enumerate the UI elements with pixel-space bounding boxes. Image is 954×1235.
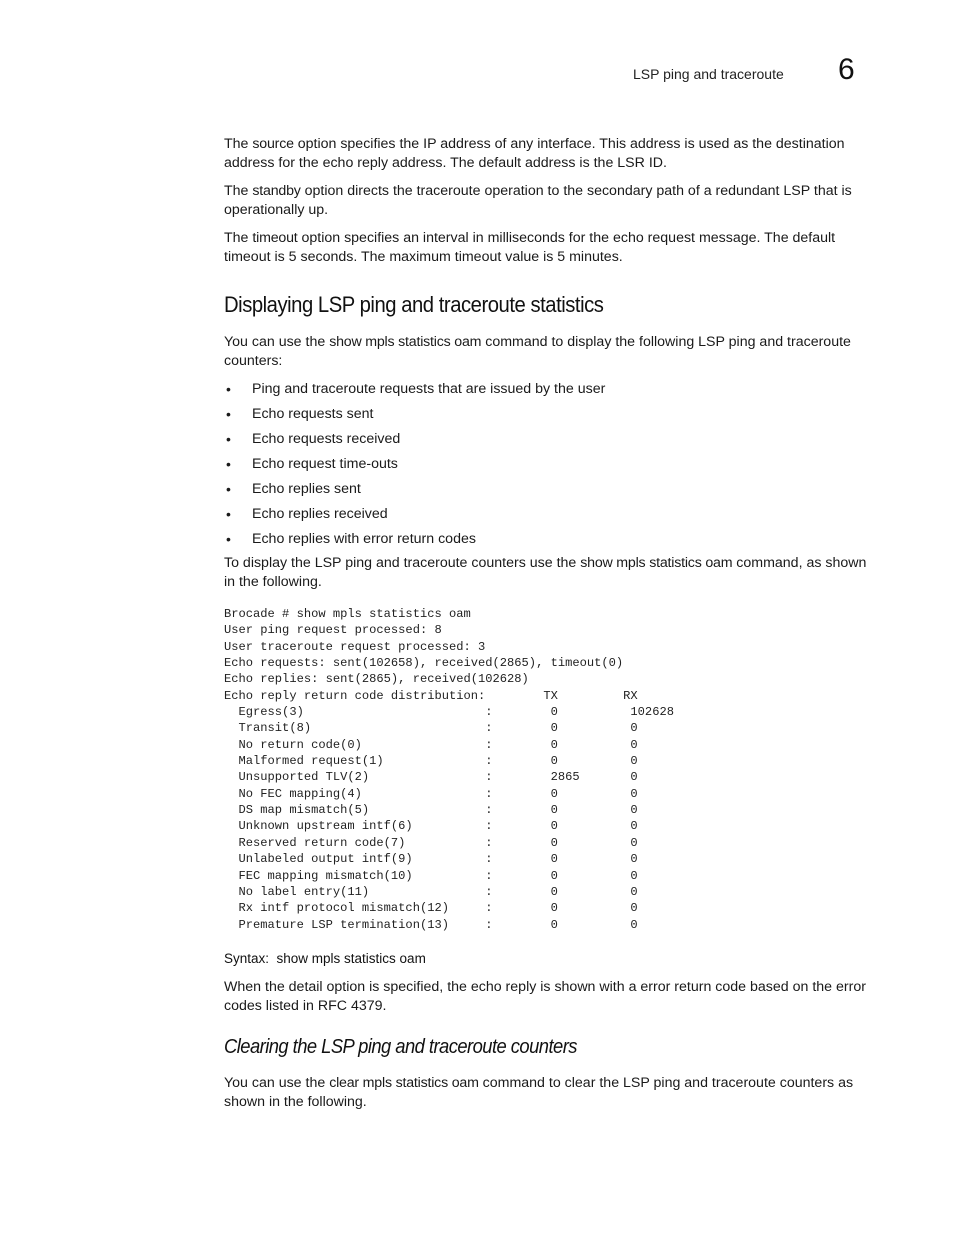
code-line: No return code(0) : 0 0 [224,737,638,752]
detail-option-paragraph: When the detail option is specified, the echo reply is shown with a error return code based on the error codes listed in RFC 4379. [224,979,866,1014]
subsection-heading: Clearing the LSP ping and traceroute counters [224,1036,577,1058]
code-line: Unlabeled output intf(9) : 0 0 [224,852,638,867]
bullet-icon: • [226,456,231,472]
bullet-icon: • [226,481,231,497]
code-line: Unsupported TLV(2) : 2865 0 [224,770,638,785]
code-line: Echo replies: sent(2865), received(102628) [224,672,529,687]
code-line: Reserved return code(7) : 0 0 [224,835,638,850]
list-item: • Echo requests received [226,431,401,447]
code-line: Egress(3) : 0 102628 [224,705,674,720]
code-line: Brocade # show mpls statistics oam [224,607,471,621]
syntax-line: Syntax: show mpls statistics oam [224,951,426,966]
list-item: • Echo replies received [226,506,388,522]
code-line: Unknown upstream intf(6) : 0 0 [224,819,638,834]
code-line: FEC mapping mismatch(10) : 0 0 [224,868,638,883]
code-line: No FEC mapping(4) : 0 0 [224,786,638,801]
code-line: Echo reply return code distribution: TX RX [224,688,638,703]
section-lead-paragraph: You can use the show mpls statistics oam command to display the following LSP ping and traceroute counters: [224,334,851,369]
code-line: Premature LSP termination(13) : 0 0 [224,917,638,932]
list-item: • Echo request time-outs [226,456,398,472]
keyword-timeout: timeout [252,230,298,246]
code-line: Echo requests: sent(102658), received(2865), timeout(0) [224,656,624,671]
code-line: DS map mismatch(5) : 0 0 [224,803,638,818]
code-line: Transit(8) : 0 0 [224,721,638,736]
list-item: • Echo replies sent [226,481,361,497]
code-line: User ping request processed: 8 [224,623,442,638]
timeout-option-paragraph: The timeout option specifies an interval in milliseconds for the echo request message. The default timeout is 5 seconds. The maximum timeout value is 5 minutes. [224,230,836,265]
list-item: • Ping and traceroute requests that are issued by the user [226,381,606,397]
running-header-title: LSP ping and traceroute [633,66,784,82]
command-output-block [224,606,674,933]
code-line: User traceroute request processed: 3 [224,639,486,654]
bullet-icon: • [226,406,231,422]
chapter-number: 6 [838,53,855,86]
source-option-paragraph: The source option specifies the IP address of any interface. This address is used as the destination address for the echo reply address. The default address is the LSR ID. [224,136,845,171]
code-line: Malformed request(1) : 0 0 [224,754,638,769]
keyword-clear-mpls-statistics-oam: clear mpls statistics oam [329,1075,479,1091]
keyword-standby: standby [252,183,301,199]
keyword-show-mpls-statistics-oam: show mpls statistics oam [580,555,733,571]
list-item: • Echo replies with error return codes [226,531,476,547]
bullet-icon: • [226,431,231,447]
standby-option-paragraph: The standby option directs the traceroute operation to the secondary path of a redundant LSP that is operationally up. [224,183,852,218]
keyword-source: source [252,136,294,152]
list-item: • Echo requests sent [226,406,374,422]
clear-counters-paragraph: You can use the clear mpls statistics oam command to clear the LSP ping and traceroute counters as shown in the following. [224,1075,854,1110]
bullet-icon: • [226,506,231,522]
bullet-icon: • [226,531,231,547]
counter-list [224,380,869,555]
display-counters-paragraph: To display the LSP ping and traceroute counters use the show mpls statistics oam command, as shown in the following. [224,555,867,590]
section-heading: Displaying LSP ping and traceroute statistics [224,292,604,317]
code-line: No label entry(11) : 0 0 [224,884,638,899]
bullet-icon: • [226,381,231,397]
code-line: Rx intf protocol mismatch(12) : 0 0 [224,901,638,916]
keyword-show-mpls-statistics-oam: show mpls statistics oam [329,334,482,350]
